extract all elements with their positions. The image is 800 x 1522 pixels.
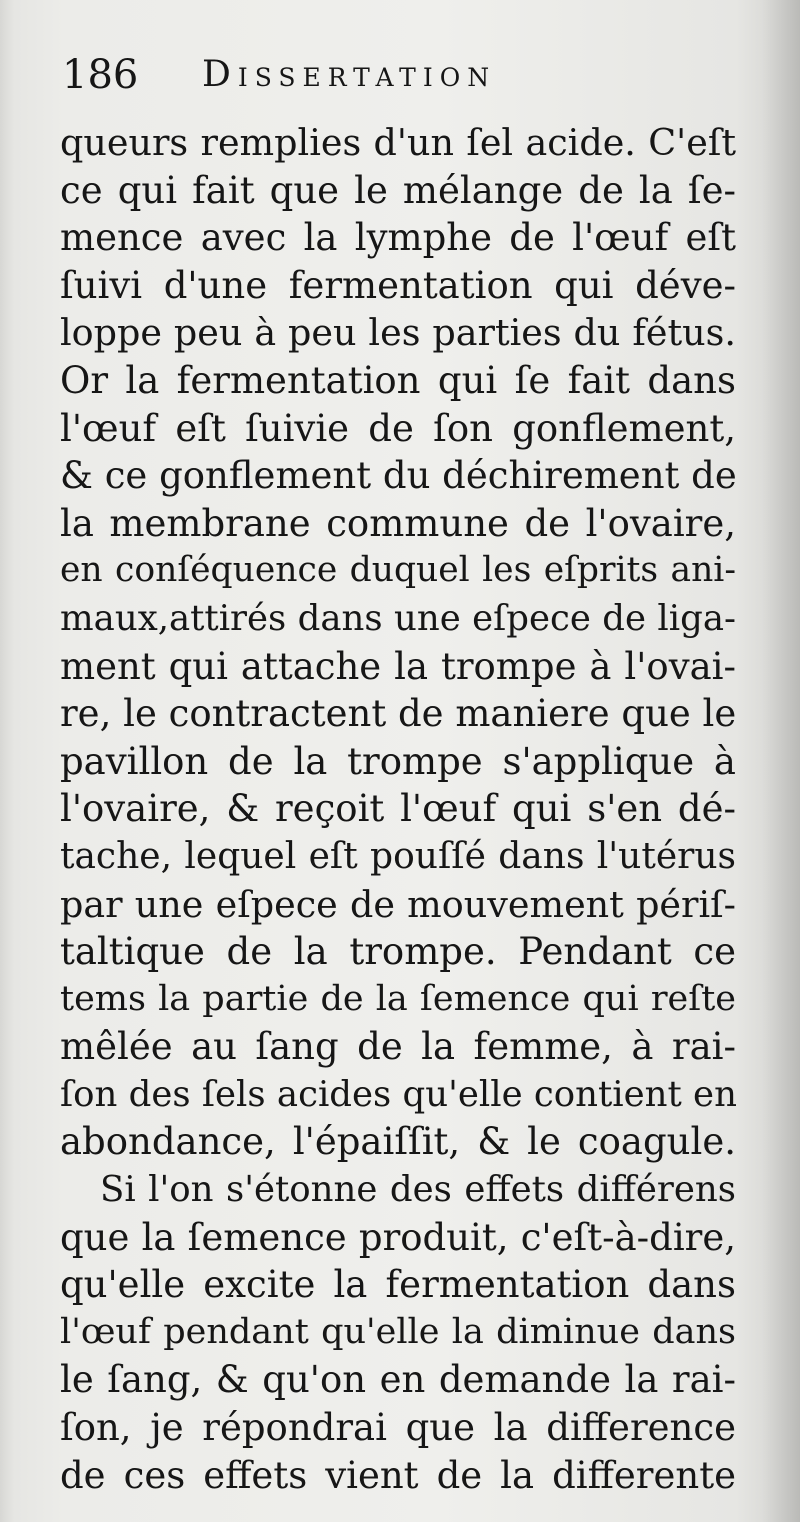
text-line: ſon des ſels acides qu'elle contient en — [60, 1073, 737, 1115]
text-line: mêlée au ſang de la femme, à rai- — [60, 1025, 736, 1069]
text-line: ſon, je répondrai que la difference — [60, 1406, 736, 1450]
text-line: taltique de la trompe. Pendant ce — [60, 930, 736, 974]
text-line: mence avec la lymphe de l'œuf eſt — [60, 216, 736, 260]
text-line: pavillon de la trompe s'applique à — [60, 739, 736, 783]
text-line: queurs remplies d'un ſel acide. C'eſt — [60, 121, 736, 164]
text-line: par une eſpece de mouvement périſ- — [60, 882, 736, 926]
text-line: le ſang, & qu'on en demande la rai- — [60, 1358, 736, 1402]
text-line: maux,attirés dans une eſpece de liga- — [60, 597, 736, 639]
text-line: re, le contractent de maniere que le — [60, 692, 737, 736]
text-line: que la ſemence produit, c'eſt-à-dire, — [60, 1215, 736, 1259]
text-line: de ces effets vient de la differente — [60, 1453, 736, 1497]
page-gutter-shadow — [0, 0, 14, 1522]
text-line: en conſéquence duquel les eſprits ani- — [60, 550, 736, 591]
text-line: tache, lequel eſt pouſſé dans l'utérus — [60, 835, 736, 877]
page-edge-shadow — [762, 0, 800, 1522]
text-line: Or la fermentation qui ſe fait dans — [60, 358, 736, 402]
text-line: & ce gonflement du déchirement de — [60, 454, 737, 498]
text-line: abondance, l'épaiſſit, & le coagule. — [60, 1120, 736, 1164]
text-line: ſuivi d'une fermentation qui déve- — [60, 263, 736, 307]
text-line: ce qui fait que le mélange de la ſe- — [60, 168, 736, 212]
body-text — [60, 119, 736, 1499]
text-line: l'œuf eſt ſuivie de ſon gonflement, — [60, 406, 736, 450]
page-header — [62, 44, 752, 104]
text-line: tems la partie de la ſemence qui reſte — [60, 978, 736, 1019]
text-line: loppe peu à peu les parties du fétus. — [60, 311, 736, 355]
text-line: l'ovaire, & reçoit l'œuf qui s'en dé- — [60, 787, 736, 831]
paragraph-start-line: Si l'on s'étonne des effets différens — [100, 1169, 736, 1211]
text-line: qu'elle excite la fermentation dans — [60, 1263, 736, 1307]
page-number: 186 — [62, 52, 139, 98]
text-line: la membrane commune de l'ovaire, — [60, 501, 736, 545]
text-line: ment qui attache la trompe à l'ovai- — [60, 644, 736, 688]
text-line: l'œuf pendant qu'elle la diminue dans — [60, 1311, 736, 1352]
running-head: Dissertation — [202, 54, 497, 95]
